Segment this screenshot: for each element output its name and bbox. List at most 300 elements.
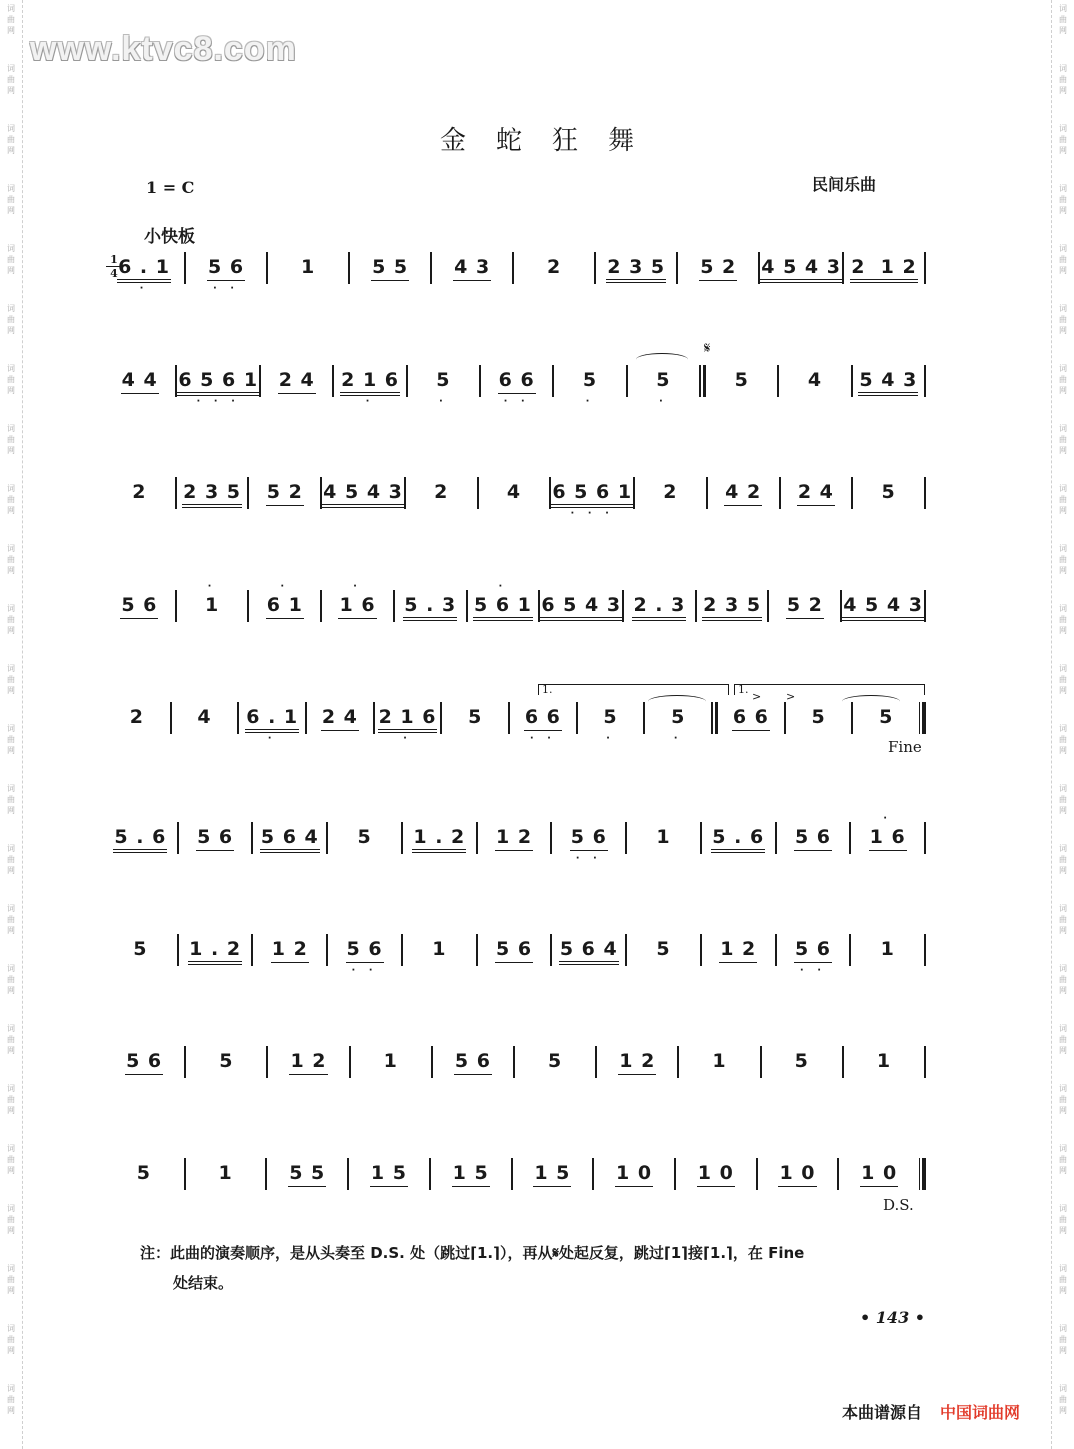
measure-notes: 1 0 — [860, 1162, 898, 1187]
measure-notes: 1 0 — [697, 1162, 735, 1187]
measure-notes: 5 — [582, 369, 598, 391]
margin-stamp-char: 曲 — [7, 855, 15, 864]
measure-notes: 5 — [548, 1050, 563, 1072]
margin-stamp-char: 词 — [1059, 1324, 1067, 1333]
measure — [267, 1162, 347, 1187]
margin-stamp-char: 网 — [1059, 566, 1067, 575]
second-ending-bracket — [734, 684, 925, 695]
margin-stamp-char: 曲 — [1059, 855, 1067, 864]
measure-notes: 1 — [300, 256, 316, 278]
margin-stamp-char: 词 — [7, 1144, 15, 1153]
measure — [253, 826, 326, 853]
low-octave-dots: · · — [213, 283, 240, 294]
double-barline — [711, 702, 718, 734]
margin-stamp-char: 曲 — [1059, 675, 1067, 684]
measure-notes: 1 — [432, 938, 447, 960]
low-octave-dots: · — [403, 733, 412, 744]
margin-stamp-char: 曲 — [7, 15, 15, 24]
measure — [249, 481, 320, 506]
measure-notes: 2 3 5 — [182, 481, 242, 508]
margin-stamp-char: 网 — [1059, 686, 1067, 695]
measure-notes: 5 — [468, 706, 483, 728]
measure-notes: 2 — [434, 481, 449, 503]
measure — [551, 481, 633, 519]
margin-stamp-char: 曲 — [7, 675, 15, 684]
margin-stamp-char: 曲 — [1059, 315, 1067, 324]
first-ending-label: 1. — [542, 683, 553, 696]
measure-notes: 5 . 3 — [403, 594, 457, 621]
measure-notes: 5 6 — [120, 594, 158, 619]
time-signature-denominator: 4 — [110, 267, 118, 280]
margin-stamp-char: 词 — [1059, 1084, 1067, 1093]
measure-notes: 1 — [218, 1162, 233, 1184]
low-octave-dots: · · — [503, 396, 530, 407]
margin-stamp-char: 曲 — [1059, 255, 1067, 264]
margin-stamp-char: 曲 — [1059, 435, 1067, 444]
low-octave-dots: · · — [529, 733, 556, 744]
low-octave-dots: · — [438, 396, 448, 407]
measure-notes: 1 5 — [452, 1162, 490, 1187]
measure — [635, 481, 706, 503]
measure — [853, 369, 924, 396]
measure-notes: 6 5 6 1 — [177, 369, 259, 396]
measure — [268, 1050, 348, 1075]
performance-note-line-1: 注：此曲的演奏顺序，是从头奏至 D.S. 处（跳过⌈1.⌉），再从𝄋处起反复，跳过⌈1⌉接⌈1.⌉，在 Fine — [140, 1244, 805, 1262]
measure — [403, 938, 476, 960]
measure — [697, 594, 768, 621]
measure — [844, 256, 924, 283]
page-number: • 143 • — [860, 1308, 925, 1327]
measure — [628, 369, 699, 407]
margin-stamp-char: 词 — [7, 244, 15, 253]
margin-stamp-char: 网 — [7, 626, 15, 635]
measure-notes: 5 4 3 — [858, 369, 918, 396]
margin-stamp-char: 网 — [1059, 146, 1067, 155]
margin-stamp-char: 曲 — [7, 795, 15, 804]
fine-marking: Fine — [888, 738, 922, 756]
measure — [104, 256, 184, 294]
low-octave-dots: · — [365, 396, 375, 407]
margin-stamp-char: 网 — [7, 326, 15, 335]
measure-notes: 4 2 — [724, 481, 762, 506]
margin-stamp-char: 曲 — [7, 975, 15, 984]
margin-stamp-char: 词 — [7, 364, 15, 373]
margin-stamp-char: 网 — [7, 926, 15, 935]
measure — [186, 256, 266, 294]
margin-stamp-char: 词 — [7, 1024, 15, 1033]
margin-stamp-char: 网 — [7, 26, 15, 35]
high-octave-dots: · — [280, 581, 290, 592]
margin-stamp-char: 曲 — [7, 195, 15, 204]
margin-stamp-char: 网 — [1059, 1046, 1067, 1055]
measure — [842, 594, 924, 621]
measure — [179, 938, 252, 965]
score-line — [104, 256, 926, 296]
tie-arc-fermata — [842, 695, 900, 708]
margin-stamp-char: 网 — [7, 686, 15, 695]
margin-stamp-char: 曲 — [7, 1035, 15, 1044]
measure-notes: 5 — [656, 938, 671, 960]
measure — [253, 938, 326, 963]
margin-stamp-char: 词 — [7, 124, 15, 133]
margin-stamp-char: 词 — [7, 844, 15, 853]
margin-stamp-char: 词 — [1059, 304, 1067, 313]
measure-notes: 5 2 — [786, 594, 824, 619]
measure — [478, 938, 551, 963]
source-site-link[interactable]: 中国词曲网 — [940, 1403, 1021, 1422]
margin-stamp-char: 曲 — [7, 375, 15, 384]
measure — [679, 1050, 759, 1072]
margin-stamp-char: 网 — [7, 1046, 15, 1055]
measure-notes: 1 — [204, 594, 220, 616]
barline — [924, 934, 926, 966]
margin-stamp-char: 词 — [7, 1204, 15, 1213]
measure — [307, 706, 373, 731]
measure — [351, 1050, 431, 1072]
margin-stamp-char: 网 — [1059, 1286, 1067, 1295]
margin-stamp-char: 曲 — [7, 1215, 15, 1224]
measure-notes: 4 5 4 3 — [322, 481, 404, 508]
measure-notes: 2 — [663, 481, 678, 503]
performance-note — [140, 1238, 930, 1298]
measure — [375, 706, 441, 744]
margin-stamp-char: 网 — [1059, 446, 1067, 455]
measure-notes: 4 4 — [121, 369, 159, 394]
measure-notes: 1 . 2 — [188, 938, 242, 965]
low-octave-dots: · — [267, 733, 277, 744]
measure — [702, 826, 775, 853]
measure-notes: 6 5 6 1 — [551, 481, 633, 508]
margin-stamp-char: 网 — [1059, 266, 1067, 275]
margin-stamp-char: 词 — [7, 304, 15, 313]
measure-notes: 1 0 — [778, 1162, 816, 1187]
margin-stamp-char: 曲 — [7, 1395, 15, 1404]
measure-notes: 5 — [879, 706, 894, 728]
source-credit — [842, 1400, 1020, 1423]
score-line — [104, 813, 926, 866]
margin-stamp-char: 网 — [7, 386, 15, 395]
margin-stamp-char: 网 — [7, 206, 15, 215]
low-octave-dots: · · — [799, 965, 827, 976]
measure-notes: 6 6 — [732, 706, 770, 731]
measure — [552, 938, 625, 965]
measure-notes: 5 — [603, 706, 618, 728]
measure — [594, 1162, 674, 1187]
margin-stamp-char: 网 — [1059, 86, 1067, 95]
margin-stamp-char: 网 — [7, 1406, 15, 1415]
margin-stamp-char: 网 — [7, 146, 15, 155]
measure-notes: 5 — [794, 1050, 809, 1072]
key-signature: 1 = C — [146, 178, 195, 197]
measure — [186, 1050, 266, 1072]
margin-stamp-char: 词 — [1059, 964, 1067, 973]
barline — [924, 365, 926, 397]
margin-stamp-char: 网 — [1059, 1406, 1067, 1415]
measure — [179, 826, 252, 851]
tie-arc — [636, 353, 688, 366]
high-octave-dots: · — [207, 581, 217, 592]
measure — [104, 1050, 184, 1075]
margin-stamp-char: 曲 — [1059, 555, 1067, 564]
measure — [844, 1050, 924, 1072]
margin-stamp-char: 网 — [1059, 1106, 1067, 1115]
margin-stamp-char: 词 — [7, 964, 15, 973]
margin-stamp-char: 词 — [1059, 1264, 1067, 1273]
margin-stamp-char: 曲 — [7, 315, 15, 324]
measure-notes: 5 6 — [346, 938, 384, 963]
low-octave-dots: · — [658, 396, 668, 407]
measure — [442, 706, 508, 728]
measure-notes: 2 4 — [797, 481, 835, 506]
measure — [596, 256, 676, 283]
second-ending-label: 1. — [738, 683, 749, 696]
measure — [676, 1162, 756, 1187]
final-barline — [919, 1158, 926, 1190]
margin-stamp-char: 曲 — [7, 555, 15, 564]
measure — [851, 813, 924, 851]
performance-note-line-2: 处结束。 — [173, 1274, 234, 1292]
margin-stamp-char: 网 — [1059, 986, 1067, 995]
barline — [924, 252, 926, 284]
measure-notes: 5 6 — [125, 1050, 163, 1075]
measure — [514, 256, 594, 278]
measure-notes: 2 4 — [278, 369, 316, 394]
measure — [510, 706, 576, 744]
margin-stamp-char: 网 — [7, 806, 15, 815]
measure-notes: 6 . 1 — [245, 706, 299, 733]
margin-stamp-char: 网 — [7, 506, 15, 515]
margin-stamp-char: 曲 — [1059, 975, 1067, 984]
margin-stamp-char: 词 — [7, 4, 15, 13]
margin-stamp-char: 词 — [7, 904, 15, 913]
measure — [172, 706, 238, 728]
margin-stamp-char: 曲 — [7, 255, 15, 264]
margin-stamp-char: 词 — [7, 184, 15, 193]
measure-notes: 4 5 4 3 — [760, 256, 842, 283]
low-octave-dots: · — [585, 396, 595, 407]
measure-notes: 1 5 — [370, 1162, 408, 1187]
margin-stamp-char: 曲 — [7, 735, 15, 744]
measure — [177, 581, 248, 616]
tie-arc — [648, 695, 706, 708]
dal-segno-marking: D.S. — [883, 1196, 914, 1214]
measure-notes: 1 2 — [289, 1050, 327, 1075]
measure-notes: 2 3 5 — [702, 594, 762, 621]
margin-stamp-char: 网 — [1059, 926, 1067, 935]
margin-stamp-char: 网 — [1059, 506, 1067, 515]
measure — [851, 938, 924, 960]
measure-notes: 2 3 5 — [606, 256, 666, 283]
high-octave-dots: · — [498, 581, 508, 592]
margin-stamp-char: 曲 — [7, 435, 15, 444]
measure-notes: 1 2 — [618, 1050, 656, 1075]
measure-notes: 5 — [436, 369, 451, 391]
final-barline — [919, 702, 926, 734]
measure-notes: 2 1 6 — [340, 369, 400, 396]
measure — [261, 369, 332, 394]
margin-stamp-char: 曲 — [7, 615, 15, 624]
margin-stamp-char: 词 — [1059, 124, 1067, 133]
score-line — [104, 481, 926, 521]
measure — [769, 594, 840, 619]
margin-stamp-char: 词 — [1059, 664, 1067, 673]
source-label: 本曲谱源自 — [842, 1403, 923, 1422]
measure — [322, 581, 393, 619]
measure — [328, 826, 401, 848]
margin-stamp-char: 曲 — [1059, 795, 1067, 804]
measure — [328, 938, 401, 976]
low-octave-dots: · · · — [196, 396, 240, 407]
measure — [432, 256, 512, 281]
measure — [104, 706, 170, 728]
measure-notes: 2 — [132, 481, 147, 503]
margin-stamp-char: 网 — [7, 866, 15, 875]
measure-notes: 5 6 — [570, 826, 608, 851]
measure-notes: 5 — [136, 1162, 151, 1184]
measure — [104, 369, 175, 394]
measure — [781, 481, 852, 506]
margin-stamp-char: 曲 — [7, 1335, 15, 1344]
measure — [552, 826, 625, 864]
measure-notes: 1 — [712, 1050, 727, 1072]
margin-stamp-char: 网 — [1059, 746, 1067, 755]
margin-stamp-char: 曲 — [1059, 1215, 1067, 1224]
margin-stamp-char: 网 — [7, 86, 15, 95]
double-barline — [699, 365, 706, 397]
measure-notes: 1 . 2 — [412, 826, 466, 853]
measure-notes: 4 5 4 3 — [842, 594, 924, 621]
measure-notes: 5 — [734, 369, 749, 391]
margin-stamp-char: 词 — [1059, 424, 1067, 433]
margin-stamp-char: 词 — [7, 544, 15, 553]
measure-notes: 5 6 1 — [473, 594, 533, 621]
margin-stamp-char: 词 — [7, 724, 15, 733]
measure — [239, 706, 305, 744]
margin-stamp-char: 词 — [1059, 1204, 1067, 1213]
margin-stamp-char: 曲 — [1059, 1095, 1067, 1104]
measure-notes: 5 6 — [794, 938, 832, 963]
margin-stamp-char: 曲 — [1059, 915, 1067, 924]
margin-stamp-char: 词 — [7, 1084, 15, 1093]
measure-notes: 2 — [129, 706, 144, 728]
measure — [777, 938, 850, 976]
barline — [924, 822, 926, 854]
margin-stamp-char: 网 — [1059, 806, 1067, 815]
measure-notes: 4 — [807, 369, 823, 391]
measure — [349, 1162, 429, 1187]
low-octave-dots: · — [673, 733, 683, 744]
measure-notes: 6 6 — [498, 369, 536, 394]
measure-notes: 4 3 — [453, 256, 491, 281]
margin-stamp-char: 网 — [7, 1166, 15, 1175]
measure — [624, 594, 695, 621]
measure-notes: 5 — [671, 706, 686, 728]
measure — [760, 256, 842, 283]
margin-stamp-char: 曲 — [1059, 495, 1067, 504]
measure-notes: 1 6 — [869, 826, 907, 851]
measure — [777, 826, 850, 851]
score-line — [104, 369, 926, 409]
measure-notes: 4 — [506, 481, 522, 503]
measure-notes: 1 5 — [533, 1162, 571, 1187]
margin-stamp-char: 网 — [1059, 866, 1067, 875]
measure-notes: 1 — [656, 826, 671, 848]
margin-stamp-char: 网 — [7, 566, 15, 575]
margin-stamp-char: 曲 — [7, 1155, 15, 1164]
measure — [627, 938, 700, 960]
measure-notes: 5 6 — [495, 938, 533, 963]
score-line — [104, 581, 926, 634]
measure-notes: 5 6 — [794, 826, 832, 851]
margin-stamp-char: 曲 — [7, 495, 15, 504]
measure — [104, 481, 175, 503]
margin-stamp-char: 词 — [7, 64, 15, 73]
margin-stamp-char: 网 — [7, 1226, 15, 1235]
measure — [645, 706, 711, 744]
measure — [853, 481, 924, 503]
measure — [839, 1162, 919, 1187]
measure — [597, 1050, 677, 1075]
measure — [758, 1162, 838, 1187]
margin-stamp-char: 曲 — [1059, 195, 1067, 204]
measure — [268, 256, 348, 278]
margin-stamp-char: 词 — [7, 664, 15, 673]
measure — [578, 706, 644, 744]
score-line — [104, 938, 926, 978]
margin-stamp-char: 曲 — [1059, 1395, 1067, 1404]
margin-stamp-char: 网 — [1059, 1226, 1067, 1235]
margin-stamp-char: 词 — [1059, 1384, 1067, 1393]
margin-stamp-char: 词 — [1059, 904, 1067, 913]
measure-notes: 1 0 — [615, 1162, 653, 1187]
measure — [350, 256, 430, 281]
measure — [540, 594, 622, 621]
measure-notes: 5 5 — [371, 256, 409, 281]
margin-stamp-char: 曲 — [1059, 75, 1067, 84]
low-octave-dots: · — [606, 733, 615, 744]
margin-stamp-char: 词 — [7, 1384, 15, 1393]
measure-notes: 1 — [876, 1050, 892, 1072]
barline — [924, 590, 926, 622]
measure — [678, 256, 758, 281]
measure — [706, 369, 777, 391]
measure-notes: 1 2 — [719, 938, 757, 963]
margin-stamp-char: 词 — [1059, 484, 1067, 493]
margin-stamp-char: 网 — [1059, 26, 1067, 35]
margin-stamp-char: 曲 — [1059, 1155, 1067, 1164]
measure-notes: 5 — [357, 826, 372, 848]
measure — [249, 581, 320, 619]
measure-notes: 5 6 — [207, 256, 245, 281]
margin-stamp-char: 网 — [1059, 1346, 1067, 1355]
margin-stamp-char: 曲 — [1059, 735, 1067, 744]
measure-notes: 5 6 4 — [559, 938, 619, 965]
measure-notes: 2 1 2 — [850, 256, 918, 283]
measure — [408, 369, 479, 407]
measure — [468, 581, 539, 621]
margin-stamp-char: 词 — [7, 1264, 15, 1273]
margin-stamp-char: 词 — [1059, 604, 1067, 613]
measure-notes: 2 — [547, 256, 562, 278]
margin-stamp-char: 网 — [1059, 386, 1067, 395]
measure — [554, 369, 625, 407]
measure — [779, 369, 850, 391]
measure-notes: 2 4 — [321, 706, 359, 731]
margin-stamp-char: 网 — [7, 986, 15, 995]
measure-notes: 5 — [811, 706, 826, 728]
margin-stamp-char: 曲 — [7, 1275, 15, 1284]
measure-notes: 6 6 — [524, 706, 562, 731]
